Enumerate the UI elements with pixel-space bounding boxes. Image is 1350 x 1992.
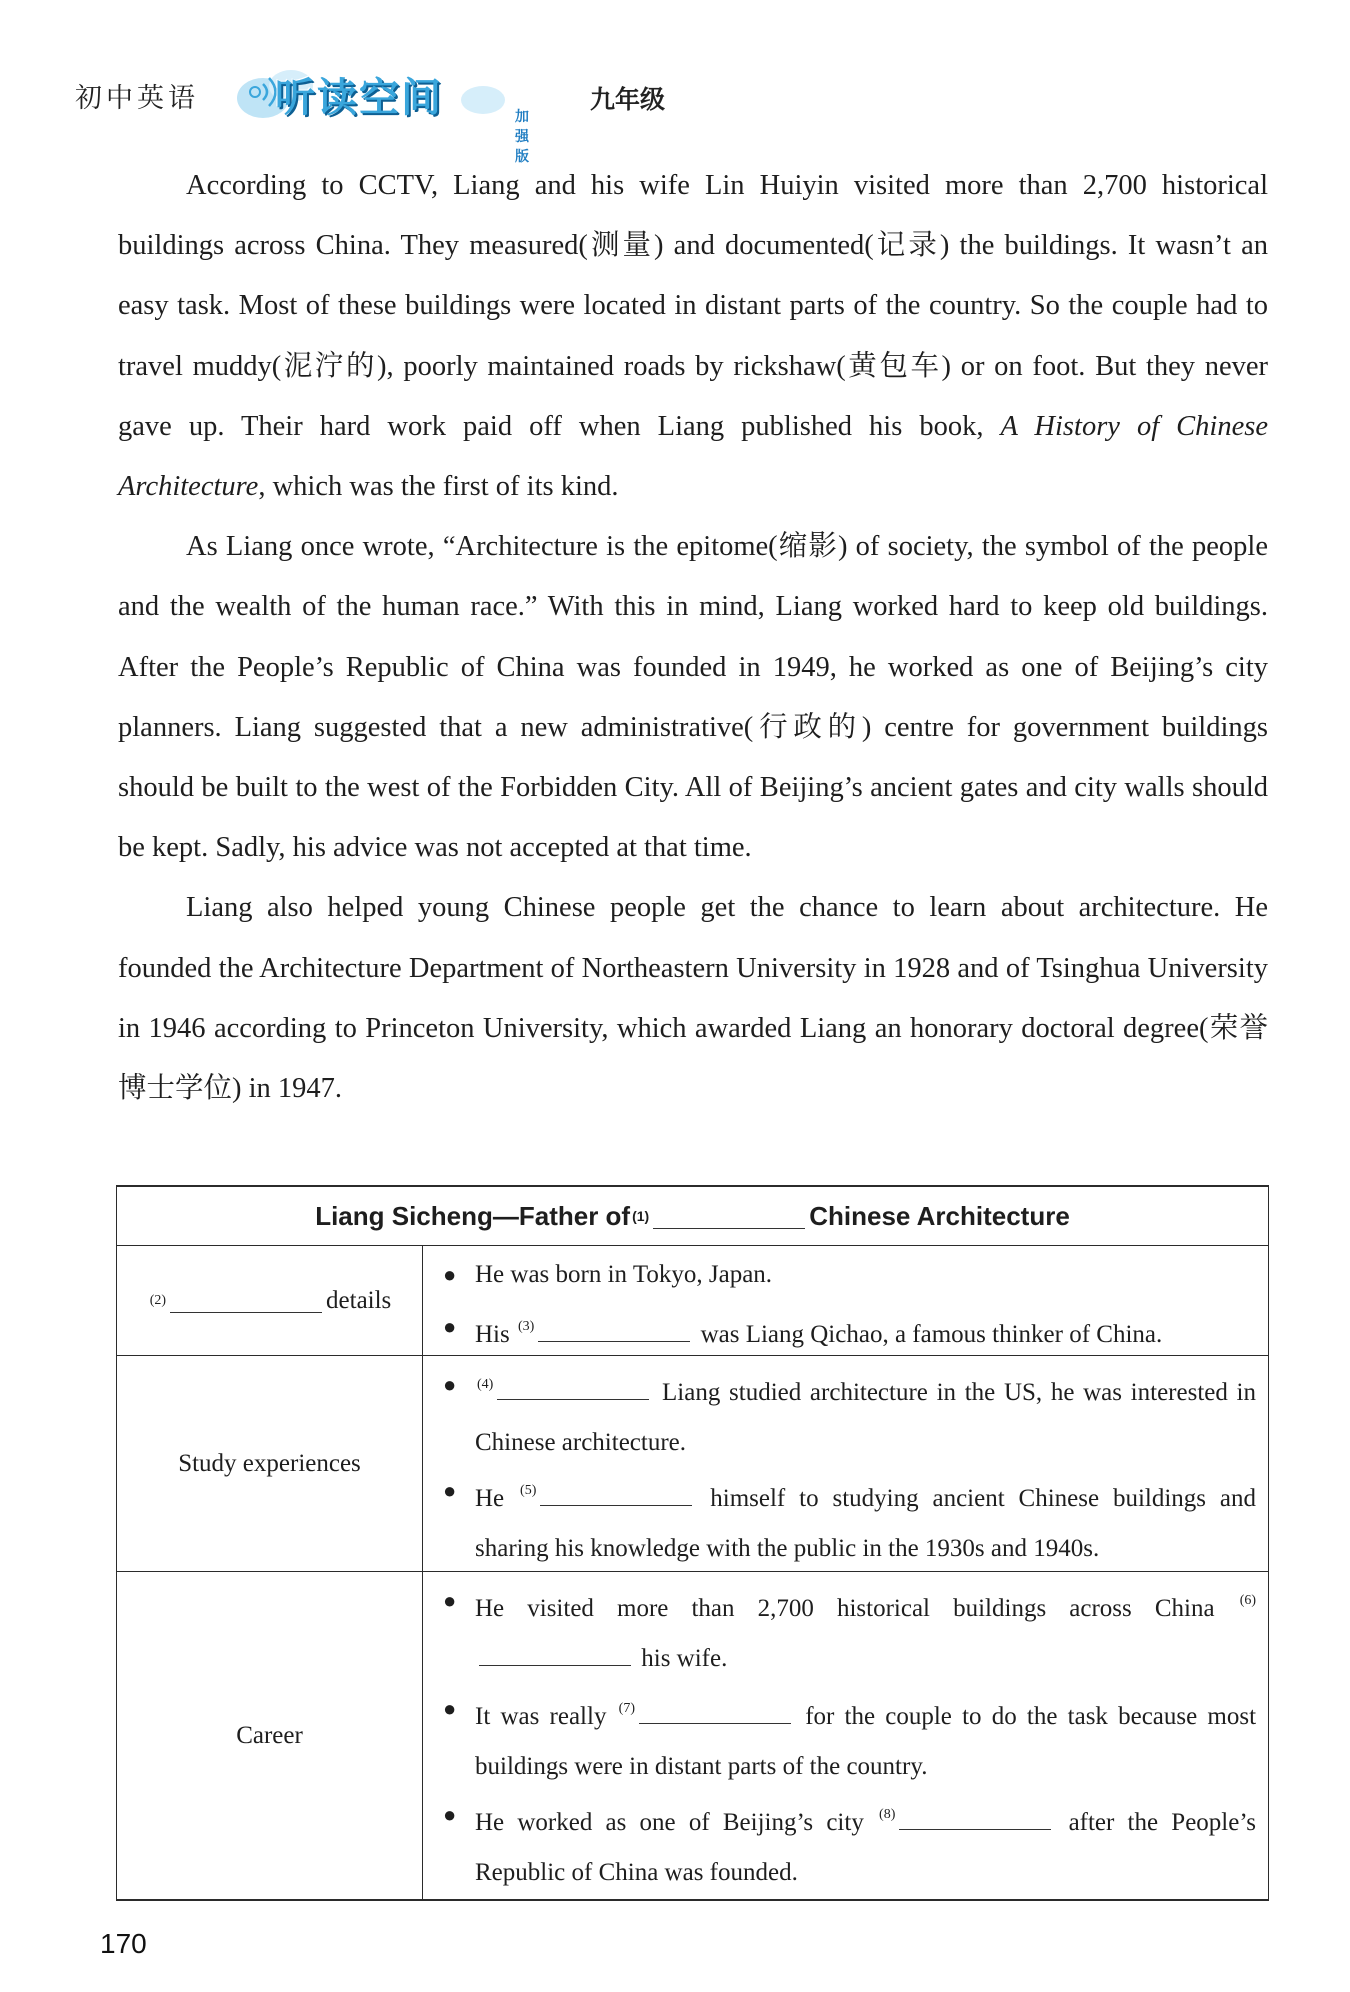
item-text: It was really — [475, 1703, 607, 1730]
row-label-text: details — [326, 1286, 392, 1314]
bullet-icon: ● — [443, 1696, 457, 1721]
item-text: His — [475, 1321, 510, 1348]
paragraph — [118, 878, 1268, 1119]
blank-number: (1) — [632, 1208, 650, 1224]
row-content — [423, 1246, 1268, 1355]
grade-label: 九年级 — [590, 85, 666, 114]
paragraph — [118, 156, 1268, 517]
item-text: Liang studied architecture in the US, he was interested in Chinese architecture. — [475, 1379, 1256, 1456]
answer-blank[interactable] — [899, 1805, 1051, 1830]
bullet-icon: ● — [443, 1262, 457, 1287]
answer-blank[interactable] — [497, 1375, 649, 1400]
answer-blank[interactable] — [540, 1481, 692, 1506]
answer-blank[interactable] — [538, 1317, 690, 1342]
list-item — [443, 1790, 1256, 1898]
list-item — [443, 1250, 1256, 1300]
bullet-icon: ● — [443, 1588, 457, 1613]
book-title: A History of Chinese Architecture — [118, 410, 1268, 503]
table-title-text: Chinese Architecture — [809, 1200, 1070, 1231]
list-item — [443, 1302, 1256, 1360]
answer-blank[interactable] — [170, 1288, 322, 1313]
row-content — [423, 1572, 1268, 1899]
paragraph — [118, 517, 1268, 878]
blank-number: (8) — [879, 1807, 896, 1822]
bullet-icon: ● — [443, 1372, 457, 1397]
row-label — [117, 1572, 423, 1899]
blank-number: (7) — [618, 1701, 635, 1716]
blank-number: (4) — [477, 1377, 494, 1392]
item-text: himself to studying ancient Chinese buildings and sharing his knowledge with the public in the 1930s and 1940s. — [475, 1485, 1257, 1562]
row-label — [117, 1356, 423, 1571]
list-item — [443, 1466, 1256, 1574]
page-number: 170 — [100, 1928, 147, 1959]
answer-blank[interactable] — [639, 1699, 791, 1724]
blank-number: (6) — [1239, 1593, 1257, 1608]
table-row — [117, 1572, 1268, 1899]
paragraph-text: As Liang once wrote, “Architecture is the epitome(缩影) of society, the symbol of the people and the wealth of the human race.” With this in mind, Liang worked hard to keep old buildings. After the People’s Republic of China was founded in 1949, he worked as one of Beijing’s city planners. Liang suggested that a new administrative(行政的) centre for government buildings should be built to the west of the Forbidden City. All of Beijing’s ancient gates and city walls should be kept. Sadly, his advice was not accepted at that time. — [118, 531, 1268, 864]
row-label-text: Study experiences — [178, 1449, 361, 1477]
item-text: was Liang Qichao, a famous thinker of China. — [700, 1321, 1163, 1348]
series-logo — [233, 62, 529, 165]
row-label — [117, 1246, 423, 1355]
page-header — [75, 62, 675, 165]
blank-number: (2) — [149, 1292, 167, 1308]
item-text: He worked as one of Beijing’s city — [475, 1809, 864, 1836]
answer-blank[interactable] — [479, 1641, 631, 1666]
item-text: He visited more than 2,700 historical buildings across China — [475, 1595, 1215, 1622]
paragraph-text: According to CCTV, Liang and his wife Lin Huiyin visited more than 2,700 historical buildings across China. They measured(测量) and documented(记录) the buildings. It wasn’t an easy task. Most of these buildings were located in distant parts of the country. So the couple had to travel muddy(泥泞的), poorly maintained roads by rickshaw(黄包车) or on foot. But they never gave up. Their hard work paid off when Liang published his book, — [118, 170, 1268, 442]
list-item — [443, 1360, 1256, 1468]
series-title: 初中英语 — [75, 83, 199, 114]
item-text: after the People’s Republic of China was founded. — [475, 1809, 1257, 1886]
table-row — [117, 1356, 1268, 1572]
bullet-icon: ● — [443, 1314, 457, 1339]
row-content — [423, 1356, 1268, 1571]
list-item — [443, 1684, 1256, 1792]
edition-label: 加强版 — [515, 109, 529, 165]
logo-text: 听读空间 — [275, 75, 443, 121]
item-text: his wife. — [641, 1645, 728, 1672]
bullet-icon: ● — [443, 1478, 457, 1503]
paragraph-text: , which was the first of its kind. — [258, 471, 619, 503]
table-title-text: Liang Sicheng—Father of — [315, 1200, 631, 1231]
row-label-text: Career — [236, 1721, 303, 1749]
item-text: He was born in Tokyo, Japan. — [475, 1261, 773, 1288]
item-text: for the couple to do the task because most buildings were in distant parts of the country. — [475, 1703, 1257, 1780]
table-title — [117, 1187, 1268, 1246]
paragraph-text: Liang also helped young Chinese people get the chance to learn about architecture. He founded the Architecture Department of Northeastern University in 1928 and of Tsinghua University in 1946 according to Princeton University, which awarded Liang an honorary doctoral degree(荣誉博士学位) in 1947. — [118, 892, 1268, 1105]
reading-passage — [118, 156, 1268, 1119]
summary-table — [116, 1185, 1269, 1901]
blank-number: (5) — [520, 1483, 537, 1498]
list-item — [443, 1576, 1256, 1684]
answer-blank[interactable] — [653, 1204, 805, 1229]
item-text: He — [475, 1485, 505, 1512]
blank-number: (3) — [517, 1319, 535, 1334]
table-row — [117, 1246, 1268, 1356]
bullet-icon: ● — [443, 1802, 457, 1827]
